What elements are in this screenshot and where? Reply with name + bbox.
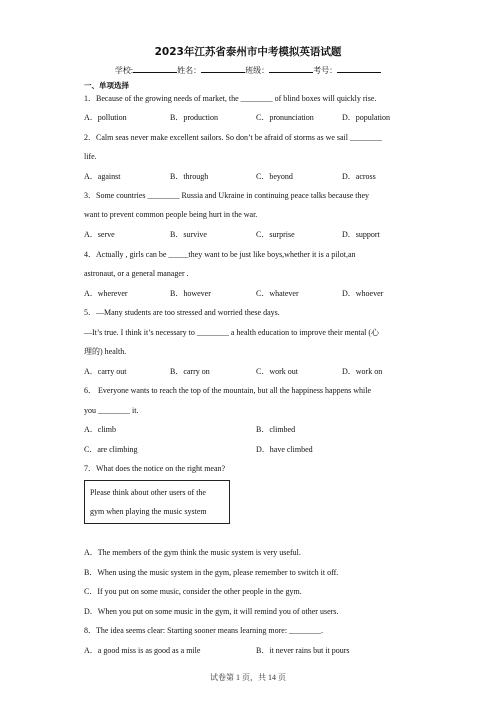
q4-option-d: D．whoever <box>342 289 384 298</box>
q5-option-d: D．work on <box>342 367 383 376</box>
class-blank <box>269 64 313 73</box>
q3-option-d: D．support <box>342 230 380 239</box>
q1-option-d: D．population <box>342 113 390 122</box>
exam-no-blank <box>337 64 381 73</box>
section-heading: 一、单项选择 <box>84 81 129 90</box>
q7-option-a: A．The members of the gym think the music system is very useful. <box>84 548 301 557</box>
q5-option-a: A．carry out <box>84 367 127 376</box>
student-info-line <box>0 64 496 76</box>
school-label: 学校: <box>114 66 134 75</box>
q4-option-c: C．whatever <box>256 289 299 298</box>
question-5-text-cont: —It’s true. I think it’s necessary to ________ a health education to improve their mental (心 <box>84 328 380 337</box>
q4-option-b: B．however <box>170 289 211 298</box>
q5-option-c: C．work out <box>256 367 298 376</box>
question-4-text-cont: astronaut, or a general manager . <box>84 269 189 278</box>
question-6-text-cont: you ________ it. <box>84 406 139 415</box>
q2-option-a: A．against <box>84 172 121 181</box>
q1-option-c: C．pronunciation <box>256 113 314 122</box>
q6-option-d: D．have climbed <box>256 445 313 454</box>
school-blank <box>133 64 177 73</box>
question-8-text: 8．The idea seems clear: Starting sooner means learning more: ________. <box>84 626 324 635</box>
notice-box <box>84 480 230 524</box>
exam-title: 2023年江苏省泰州市中考模拟英语试题 <box>154 46 342 58</box>
question-7-text: 7．What does the notice on the right mean? <box>84 464 226 473</box>
q3-option-b: B．survive <box>170 230 207 239</box>
q6-option-a: A．climb <box>84 425 116 434</box>
q8-option-b: B．it never rains but it pours <box>256 646 350 655</box>
q8-option-a: A．a good miss is as good as a mile <box>84 646 201 655</box>
notice-line-2: gym when playing the music system <box>90 507 207 516</box>
q7-option-b: B．When using the music system in the gym, please remember to switch it off. <box>84 568 339 577</box>
question-1-text: 1．Because of the growing needs of market, the ________ of blind boxes will quickly rise. <box>84 94 377 103</box>
question-5-text: 5．—Many students are too stressed and worried these days. <box>84 308 280 317</box>
question-2-text-cont: life. <box>84 152 97 161</box>
q2-option-c: C．beyond <box>256 172 293 181</box>
question-3-text: 3．Some countries ________ Russia and Ukraine in continuing peace talks because they <box>84 191 370 200</box>
q6-option-b: B．climbed <box>256 425 296 434</box>
name-blank <box>201 64 245 73</box>
q2-option-d: D．across <box>342 172 376 181</box>
q3-option-a: A．serve <box>84 230 115 239</box>
q1-option-a: A．pollution <box>84 113 127 122</box>
q1-option-b: B．production <box>170 113 218 122</box>
question-3-text-cont: want to prevent common people being hurt in the war. <box>84 210 258 219</box>
q7-option-d: D．When you put on some music in the gym, it will remind you of other users. <box>84 607 339 616</box>
q7-option-c: C．If you put on some music, consider the other people in the gym. <box>84 587 302 596</box>
q4-option-a: A．wherever <box>84 289 128 298</box>
question-6-text: 6． Everyone wants to reach the top of the mountain, but all the happiness happens while <box>84 386 372 395</box>
q5-option-b: B．carry on <box>170 367 210 376</box>
exam-no-label: 考号： <box>313 66 338 75</box>
question-4-text: 4．Actually , girls can be _____they want to be just like boys,whether it is a pilot,an <box>84 250 356 259</box>
question-2-text: 2．Calm seas never make excellent sailors. So don’t be afraid of storms as we sail ________ <box>84 133 383 142</box>
class-label: 班级： <box>245 66 270 75</box>
notice-line-1: Please think about other users of the <box>90 488 206 497</box>
q2-option-b: B．through <box>170 172 209 181</box>
q6-option-c: C．are climbing <box>84 445 138 454</box>
name-label: 姓名： <box>177 66 202 75</box>
question-5-text-cont-2: 理的) health. <box>84 347 127 356</box>
q3-option-c: C．surprise <box>256 230 295 239</box>
page-footer: 试卷第 1 页，共 14 页 <box>210 673 286 682</box>
